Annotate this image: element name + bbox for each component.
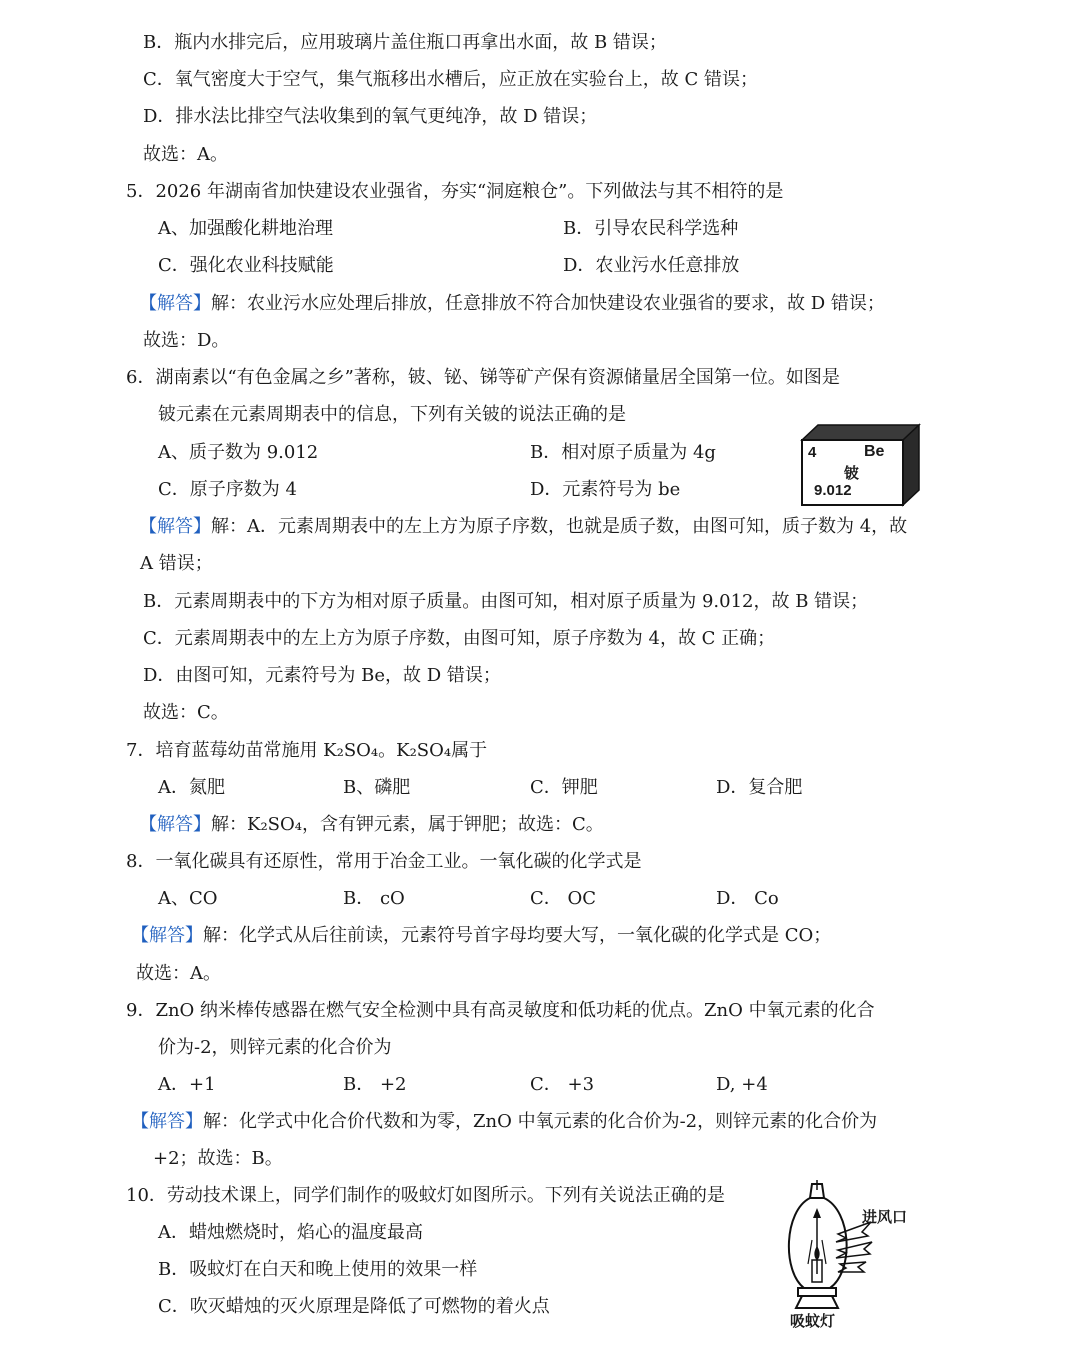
lamp-caption: 吸蚊灯 (790, 1312, 836, 1330)
q8-option-a: A、CO (158, 888, 218, 909)
q9-solution-line1 (131, 1110, 877, 1134)
q7-option-c: C．钾肥 (530, 777, 598, 798)
q9-stem-line2: 价为-2，则锌元素的化合价为 (158, 1037, 392, 1058)
q5-stem: 5．2026 年湖南省加快建设农业强省，夯实“洞庭粮仓”。下列做法与其不相符的是 (126, 181, 784, 202)
q10-option-c: C．吹灭蜡烛的灭火原理是降低了可燃物的着火点 (158, 1296, 550, 1317)
q7-solution-tag: 【解答】 (139, 814, 211, 835)
q8-answer: 故选：A。 (136, 963, 221, 984)
q4-option-c-explanation: C．氧气密度大于空气，集气瓶移出水槽后，应正放在实验台上，故 C 错误； (143, 69, 758, 90)
element-name: 铍 (844, 464, 860, 482)
q5-option-d: D．农业污水任意排放 (563, 255, 740, 276)
q4-answer: 故选：A。 (143, 144, 228, 165)
q8-solution-text: 解：化学式从后往前读，元素符号首字母均要大写，一氧化碳的化学式是 CO； (203, 925, 832, 946)
q9-option-a: A．+1 (158, 1074, 216, 1095)
q5-option-c: C．强化农业科技赋能 (158, 255, 334, 276)
q9-solution-line2: +2；故选：B。 (153, 1148, 283, 1169)
q8-solution-tag: 【解答】 (131, 925, 203, 946)
q8-stem: 8．一氧化碳具有还原性，常用于冶金工业。一氧化碳的化学式是 (126, 851, 642, 872)
q9-option-d: D, +4 (716, 1074, 768, 1095)
q5-option-a: A、加强酸化耕地治理 (158, 218, 333, 239)
mosquito-lamp-figure (776, 1176, 926, 1336)
beryllium-element-figure (798, 422, 923, 508)
q4-option-d-explanation: D．排水法比排空气法收集到的氧气更纯净，故 D 错误； (143, 106, 598, 127)
q6-stem-line1: 6．湖南素以“有色金属之乡”著称，铍、铋、锑等矿产保有资源储量居全国第一位。如图是 (126, 367, 840, 388)
q7-stem: 7．培育蓝莓幼苗常施用 K₂SO₄。K₂SO₄属于 (126, 740, 488, 761)
q10-stem: 10．劳动技术课上，同学们制作的吸蚊灯如图所示。下列有关说法正确的是 (126, 1185, 725, 1206)
q6-solution-b: B．元素周期表中的下方为相对原子质量。由图可知，相对原子质量为 9.012，故 B 错误； (143, 591, 869, 612)
element-atomic-mass: 9.012 (814, 482, 852, 499)
element-atomic-number: 4 (808, 444, 817, 461)
q6-solution-d: D．由图可知，元素符号为 Be，故 D 错误； (143, 665, 501, 686)
q7-option-b: B、磷肥 (343, 777, 411, 798)
q6-option-d: D．元素符号为 be (530, 479, 681, 500)
q5-solution-tag: 【解答】 (139, 293, 211, 314)
q8-option-b: B． cO (343, 888, 405, 909)
q7-option-a: A．氮肥 (158, 777, 225, 798)
q5-solution (139, 292, 885, 316)
q7-solution-text: 解：K₂SO₄，含有钾元素，属于钾肥；故选：C。 (211, 814, 604, 835)
q6-solution-line1 (139, 515, 907, 539)
q6-solution-tag: 【解答】 (139, 516, 211, 537)
q4-option-b-explanation: B．瓶内水排完后，应用玻璃片盖住瓶口再拿出水面，故 B 错误； (143, 32, 667, 53)
q6-solution-text: 解：A．元素周期表中的左上方为原子序数，也就是质子数，由图可知，质子数为 4，故 (211, 516, 908, 537)
q8-option-c: C． OC (530, 888, 597, 909)
q10-option-b: B．吸蚊灯在白天和晚上使用的效果一样 (158, 1259, 478, 1280)
element-symbol: Be (864, 443, 885, 460)
q8-solution (131, 924, 831, 948)
q9-stem-line1: 9．ZnO 纳米棒传感器在燃气安全检测中具有高灵敏度和低功耗的优点。ZnO 中氧元素的化合 (126, 1000, 875, 1021)
q5-answer: 故选：D。 (143, 330, 230, 351)
q8-option-d: D． Co (716, 888, 779, 909)
q5-option-b: B．引导农民科学选种 (563, 218, 739, 239)
q6-option-b: B．相对原子质量为 4g (530, 442, 716, 463)
q9-solution-text: 解：化学式中化合价代数和为零，ZnO 中氧元素的化合价为-2，则锌元素的化合价为 (203, 1111, 878, 1132)
q10-option-a: A．蜡烛燃烧时，焰心的温度最高 (158, 1222, 423, 1243)
q9-option-c: C． +3 (530, 1074, 595, 1095)
q6-option-a: A、质子数为 9.012 (158, 442, 319, 463)
q6-solution-line2: A 错误； (140, 553, 213, 574)
q9-solution-tag: 【解答】 (131, 1111, 203, 1132)
q7-solution (139, 813, 604, 837)
lamp-inlet-label: 进风口 (862, 1208, 908, 1226)
q9-option-b: B． +2 (343, 1074, 407, 1095)
q7-option-d: D．复合肥 (716, 777, 803, 798)
q6-answer: 故选：C。 (143, 702, 229, 723)
q6-stem-line2: 铍元素在元素周期表中的信息，下列有关铍的说法正确的是 (158, 404, 626, 425)
q6-option-c: C．原子序数为 4 (158, 479, 297, 500)
q5-solution-text: 解：农业污水应处理后排放，任意排放不符合加快建设农业强省的要求，故 D 错误； (211, 293, 885, 314)
q6-solution-c: C．元素周期表中的左上方为原子序数，由图可知，原子序数为 4，故 C 正确； (143, 628, 776, 649)
